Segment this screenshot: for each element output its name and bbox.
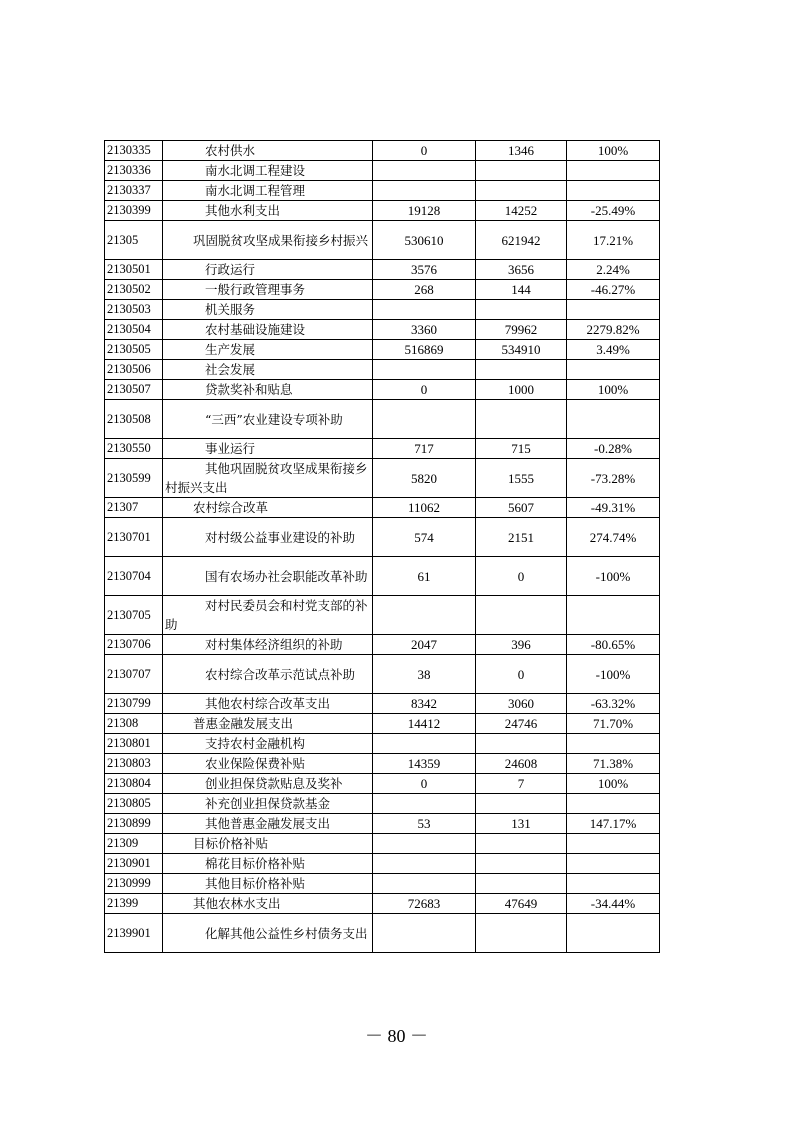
budget-table-body [105,141,660,953]
row-value-curr [476,854,567,874]
row-code: 2130502 [105,280,163,300]
row-value-prev: 8342 [373,694,476,714]
table-row [105,260,660,280]
row-value-prev: 11062 [373,498,476,518]
row-value-prev: 14412 [373,714,476,734]
row-value-curr: 621942 [476,221,567,260]
row-value-curr: 144 [476,280,567,300]
row-code: 2130707 [105,655,163,694]
table-row [105,221,660,260]
table-row [105,459,660,498]
table-row [105,635,660,655]
row-change-pct: -46.27% [567,280,660,300]
row-change-pct [567,400,660,439]
row-name: 一般行政管理事务 [163,280,373,300]
row-name: 生产发展 [163,340,373,360]
row-code: 2130805 [105,794,163,814]
row-name: “三西”农业建设专项补助 [163,400,373,439]
row-code: 2130706 [105,635,163,655]
row-code: 2130899 [105,814,163,834]
row-value-prev: 0 [373,380,476,400]
row-value-prev: 5820 [373,459,476,498]
row-change-pct: -100% [567,557,660,596]
row-code: 2130504 [105,320,163,340]
table-row [105,914,660,953]
row-value-prev [373,400,476,439]
row-value-prev [373,161,476,181]
row-name: 南水北调工程管理 [163,181,373,201]
row-change-pct: -25.49% [567,201,660,221]
row-value-prev: 14359 [373,754,476,774]
row-code: 2130335 [105,141,163,161]
table-row [105,774,660,794]
row-value-curr [476,400,567,439]
row-value-curr: 0 [476,557,567,596]
row-value-prev [373,834,476,854]
table-row [105,181,660,201]
row-code: 21305 [105,221,163,260]
row-change-pct: -63.32% [567,694,660,714]
row-value-prev: 38 [373,655,476,694]
row-value-curr [476,734,567,754]
row-change-pct: 71.70% [567,714,660,734]
row-change-pct: 17.21% [567,221,660,260]
row-change-pct: 71.38% [567,754,660,774]
row-code: 2130999 [105,874,163,894]
row-code: 2130503 [105,300,163,320]
row-value-prev [373,300,476,320]
table-row [105,694,660,714]
row-code: 2130506 [105,360,163,380]
row-code: 2130337 [105,181,163,201]
row-value-prev [373,854,476,874]
row-value-curr: 0 [476,655,567,694]
row-value-prev: 268 [373,280,476,300]
row-change-pct: 3.49% [567,340,660,360]
table-row [105,360,660,380]
row-value-curr: 7 [476,774,567,794]
row-value-prev: 0 [373,774,476,794]
row-value-prev: 19128 [373,201,476,221]
table-row [105,280,660,300]
row-change-pct [567,914,660,953]
row-value-prev [373,874,476,894]
row-value-curr: 1555 [476,459,567,498]
row-value-curr [476,596,567,635]
table-row [105,161,660,181]
row-code: 21307 [105,498,163,518]
table-row [105,734,660,754]
row-code: 2130804 [105,774,163,794]
row-name: 行政运行 [163,260,373,280]
row-code: 2130704 [105,557,163,596]
row-change-pct: 2279.82% [567,320,660,340]
row-name: 对村级公益事业建设的补助 [163,518,373,557]
row-value-curr: 14252 [476,201,567,221]
row-change-pct: -49.31% [567,498,660,518]
row-code: 2130336 [105,161,163,181]
row-change-pct: -0.28% [567,439,660,459]
row-change-pct: 100% [567,380,660,400]
row-value-prev: 717 [373,439,476,459]
row-change-pct [567,360,660,380]
row-value-prev: 3576 [373,260,476,280]
row-value-curr [476,161,567,181]
row-value-prev: 2047 [373,635,476,655]
row-change-pct: 100% [567,774,660,794]
row-name: 农村基础设施建设 [163,320,373,340]
row-name: 农村综合改革 [163,498,373,518]
row-name: 事业运行 [163,439,373,459]
table-row [105,834,660,854]
row-value-curr [476,874,567,894]
row-name: 创业担保贷款贴息及奖补 [163,774,373,794]
table-row [105,655,660,694]
table-row [105,854,660,874]
row-code: 21308 [105,714,163,734]
row-code: 2130399 [105,201,163,221]
row-value-curr: 1346 [476,141,567,161]
row-name: 农业保险保费补贴 [163,754,373,774]
row-value-prev: 516869 [373,340,476,360]
row-value-prev [373,181,476,201]
row-code: 21309 [105,834,163,854]
row-value-curr: 131 [476,814,567,834]
row-value-prev [373,794,476,814]
row-code: 2130501 [105,260,163,280]
table-row [105,400,660,439]
row-change-pct: 2.24% [567,260,660,280]
row-change-pct: -73.28% [567,459,660,498]
table-row [105,141,660,161]
row-name: 其他农村综合改革支出 [163,694,373,714]
table-row [105,794,660,814]
row-code: 2130505 [105,340,163,360]
row-value-curr: 396 [476,635,567,655]
row-value-curr: 3060 [476,694,567,714]
row-change-pct [567,734,660,754]
row-code: 2130801 [105,734,163,754]
table-row [105,894,660,914]
row-name: 补充创业担保贷款基金 [163,794,373,814]
row-name: 农村综合改革示范试点补助 [163,655,373,694]
row-name: 目标价格补贴 [163,834,373,854]
row-value-curr: 24746 [476,714,567,734]
row-change-pct [567,300,660,320]
row-name: 国有农场办社会职能改革补助 [163,557,373,596]
row-value-curr: 47649 [476,894,567,914]
row-value-curr: 3656 [476,260,567,280]
row-name: 其他目标价格补贴 [163,874,373,894]
budget-table [104,140,660,953]
row-value-prev: 3360 [373,320,476,340]
table-row [105,714,660,734]
row-code: 2130799 [105,694,163,714]
table-row [105,380,660,400]
row-code: 2130508 [105,400,163,439]
table-row [105,300,660,320]
row-name: 其他水利支出 [163,201,373,221]
row-change-pct: 147.17% [567,814,660,834]
row-name: 农村供水 [163,141,373,161]
row-change-pct [567,834,660,854]
row-name: 普惠金融发展支出 [163,714,373,734]
row-value-prev [373,914,476,953]
row-change-pct: 274.74% [567,518,660,557]
row-code: 2130901 [105,854,163,874]
row-change-pct [567,161,660,181]
row-value-curr [476,360,567,380]
row-value-curr [476,834,567,854]
row-name: 巩固脱贫攻坚成果衔接乡村振兴 [163,221,373,260]
row-name: 贷款奖补和贴息 [163,380,373,400]
row-code: 2130599 [105,459,163,498]
row-name: 其他普惠金融发展支出 [163,814,373,834]
row-value-prev: 530610 [373,221,476,260]
row-name: 机关服务 [163,300,373,320]
row-name: 对村民委员会和村党支部的补助 [163,596,373,635]
row-change-pct: -80.65% [567,635,660,655]
row-value-prev [373,734,476,754]
row-name: 对村集体经济组织的补助 [163,635,373,655]
row-value-prev: 72683 [373,894,476,914]
row-value-prev [373,360,476,380]
table-row [105,557,660,596]
page-number: － 80 － [365,1026,428,1046]
row-value-curr: 534910 [476,340,567,360]
table-row [105,201,660,221]
row-code: 2130803 [105,754,163,774]
row-name: 社会发展 [163,360,373,380]
row-value-curr: 79962 [476,320,567,340]
row-code: 2130701 [105,518,163,557]
row-code: 2130550 [105,439,163,459]
row-change-pct: 100% [567,141,660,161]
table-row [105,320,660,340]
row-value-curr [476,794,567,814]
row-change-pct [567,596,660,635]
row-value-curr: 5607 [476,498,567,518]
row-name: 其他农林水支出 [163,894,373,914]
table-row [105,596,660,635]
table-row [105,814,660,834]
row-change-pct: -100% [567,655,660,694]
row-value-curr [476,300,567,320]
row-code: 21399 [105,894,163,914]
row-value-prev: 574 [373,518,476,557]
table-row [105,340,660,360]
row-value-prev: 61 [373,557,476,596]
row-code: 2139901 [105,914,163,953]
row-change-pct [567,181,660,201]
row-change-pct: -34.44% [567,894,660,914]
row-value-curr: 24608 [476,754,567,774]
row-value-curr: 1000 [476,380,567,400]
table-row [105,498,660,518]
row-change-pct [567,854,660,874]
row-value-prev: 0 [373,141,476,161]
table-row [105,874,660,894]
table-row [105,439,660,459]
row-value-prev: 53 [373,814,476,834]
row-name: 南水北调工程建设 [163,161,373,181]
row-value-curr [476,181,567,201]
table-row [105,518,660,557]
row-value-curr: 2151 [476,518,567,557]
row-code: 2130705 [105,596,163,635]
row-name: 棉花目标价格补贴 [163,854,373,874]
row-name: 支持农村金融机构 [163,734,373,754]
row-value-prev [373,596,476,635]
row-change-pct [567,874,660,894]
row-code: 2130507 [105,380,163,400]
row-value-curr [476,914,567,953]
row-name: 化解其他公益性乡村债务支出 [163,914,373,953]
row-value-curr: 715 [476,439,567,459]
table-row [105,754,660,774]
row-change-pct [567,794,660,814]
row-name: 其他巩固脱贫攻坚成果衔接乡村振兴支出 [163,459,373,498]
